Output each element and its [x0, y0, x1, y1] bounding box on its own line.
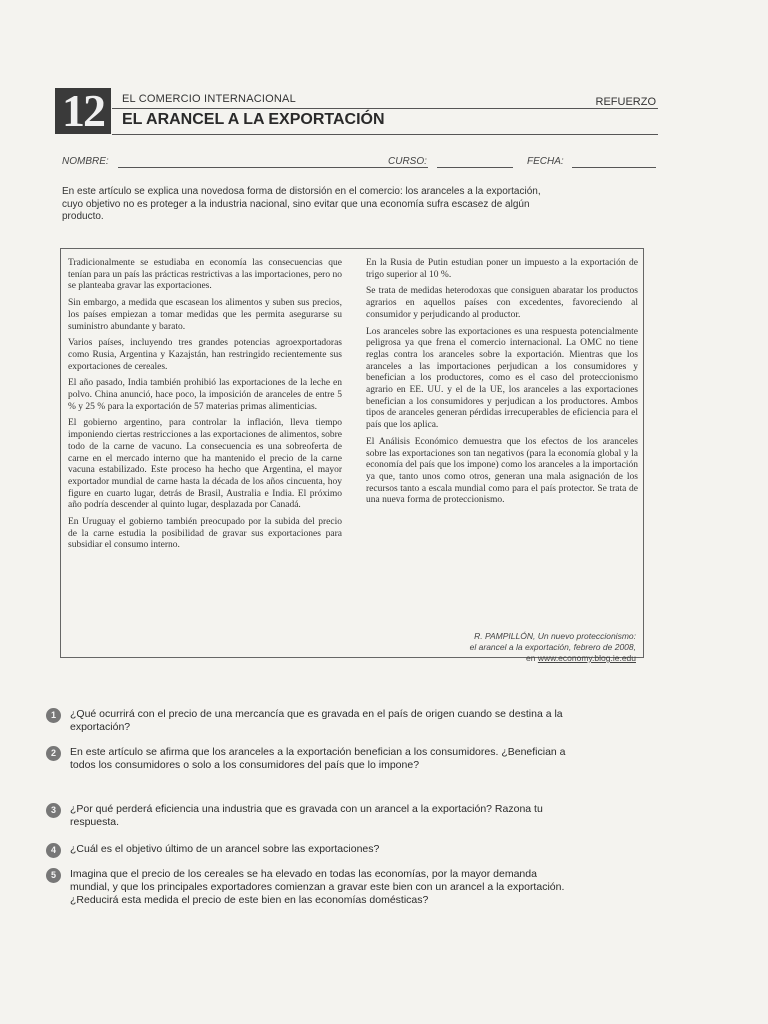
article-paragraph: El Análisis Económico demuestra que los efectos de los aranceles sobre las exportaciones son tan negativos (para la economía global y la economía del país que los impone) como los aranceles a la importación ya que, tanto unos como otros, generan una mala asignación de los recursos tanto a escala mundial como para el país protector. Se trata de una nueva forma de proteccionismo.	[366, 436, 638, 506]
article-column-left	[68, 258, 342, 557]
source-line-2: el arancel a la exportación, febrero de 2008,	[469, 642, 636, 652]
name-field[interactable]	[118, 167, 428, 168]
article-paragraph: En Uruguay el gobierno también preocupado por la subida del precio de la carne estudia la posibilidad de gravar sus exportaciones para subsidiar el consumo interno.	[68, 517, 342, 551]
section-label: EL COMERCIO INTERNACIONAL	[122, 93, 296, 105]
unit-number-badge: 12	[55, 88, 111, 134]
source-line-1: R. PAMPILLÓN, Un nuevo proteccionismo:	[474, 631, 636, 641]
question-2	[46, 746, 566, 772]
question-text: ¿Qué ocurrirá con el precio de una mercancía que es gravada en el país de origen cuando se destina a la exportación?	[70, 708, 563, 733]
question-number-badge: 5	[46, 868, 61, 883]
article-source	[400, 631, 636, 664]
article-paragraph: El gobierno argentino, para controlar la inflación, lleva tiempo imponiendo ciertas restricciones a las exportaciones de alimentos, sobre todo de la carne de vacuno. La consecuencia es una sobreoferta de carne en el mercado interno que ha mantenido el precio de la carne vacuna estabilizado. Este proceso ha hecho que Argentina, el mayor exportador mundial de carne hasta la década de los años cincuenta, hoy figure en cuarto lugar, detrás de Brasil, Australia e India. El próximo año podría descender al quinto lugar, desplazada por Canadá.	[68, 418, 342, 511]
refuerzo-tag: REFUERZO	[595, 96, 656, 108]
date-label: FECHA:	[527, 156, 564, 167]
header-rule	[112, 108, 658, 109]
question-text: Imagina que el precio de los cereales se ha elevado en todas las economías, por la mayor demanda mundial, y que los principales exportadores comienzan a gravar este bien con un arancel a la exportación. ¿Reducirá esta medida el precio de este bien en las economías domésticas?	[70, 868, 565, 906]
question-text: ¿Cuál es el objetivo último de un arancel sobre las exportaciones?	[70, 843, 380, 855]
article-paragraph: Varios países, incluyendo tres grandes potencias agroexportadoras como Rusia, Argentina y Kazajstán, han restringido recientemente sus exportaciones de cereales.	[68, 338, 342, 372]
page-title: EL ARANCEL A LA EXPORTACIÓN	[122, 111, 385, 128]
name-label: NOMBRE:	[62, 156, 109, 167]
question-number-badge: 1	[46, 708, 61, 723]
title-rule	[112, 134, 658, 135]
question-5	[46, 868, 566, 907]
question-4	[46, 843, 566, 856]
article-paragraph: Tradicionalmente se estudiaba en economía las consecuencias que tenían para un país las prácticas restrictivas a las importaciones, pero no se planteaba gravar las exportaciones.	[68, 258, 342, 292]
student-fields	[62, 156, 662, 174]
question-text: En este artículo se afirma que los aranceles a la exportación benefician a los consumidores. ¿Benefician a todos los consumidores o solo a los consumidores del país que lo impone?	[70, 746, 566, 771]
article-column-right	[366, 258, 638, 512]
question-number-badge: 3	[46, 803, 61, 818]
article-paragraph: En la Rusia de Putin estudian poner un impuesto a la exportación de trigo superior al 10 %.	[366, 258, 638, 280]
source-prefix: en	[526, 653, 538, 663]
question-3	[46, 803, 566, 829]
article-paragraph: Sin embargo, a medida que escasean los alimentos y suben sus precios, los países empiezan a tomar medidas que les permita asegurarse su suministro abundante y barato.	[68, 298, 342, 332]
article-paragraph: El año pasado, India también prohibió las exportaciones de la leche en polvo. China anunció, hace poco, la imposición de aranceles de entre 5 % y 25 % para la exportación de 57 materias primas alimenticias.	[68, 378, 342, 412]
date-field[interactable]	[572, 167, 656, 168]
question-1	[46, 708, 566, 734]
source-url-link[interactable]: www.economy.blog.ie.edu	[537, 653, 636, 663]
course-label: CURSO:	[388, 156, 427, 167]
intro-text: En este artículo se explica una novedosa forma de distorsión en el comercio: los aranceles a la exportación, cuyo objetivo no es proteger a la industria nacional, sino evitar que una economía sufra escasez de algún producto.	[62, 186, 541, 222]
question-text: ¿Por qué perderá eficiencia una industria que es gravada con un arancel a la exportación? Razona tu respuesta.	[70, 803, 543, 828]
question-number-badge: 2	[46, 746, 61, 761]
article-paragraph: Se trata de medidas heterodoxas que consiguen abaratar los productos agrarios en aquellos países con excedentes, favoreciendo al consumidor y perjudicando al productor.	[366, 286, 638, 320]
question-number-badge: 4	[46, 843, 61, 858]
article-paragraph: Los aranceles sobre las exportaciones es una respuesta potencialmente peligrosa ya que frena el comercio internacional. La OMC no tiene reglas contra los aranceles sobre la exportación. Mientras que los aranceles a las importaciones perjudican a los consumidores y benefician a los productores, como es el caso del proteccionismo agrario en EE. UU. y el de la UE, los aranceles a las exportaciones benefician a los consumidores y perjudican a los productores. Ambos tipos de aranceles generan pérdidas irrecuperables de eficiencia para el país que los aplica.	[366, 326, 638, 431]
course-field[interactable]	[437, 167, 513, 168]
